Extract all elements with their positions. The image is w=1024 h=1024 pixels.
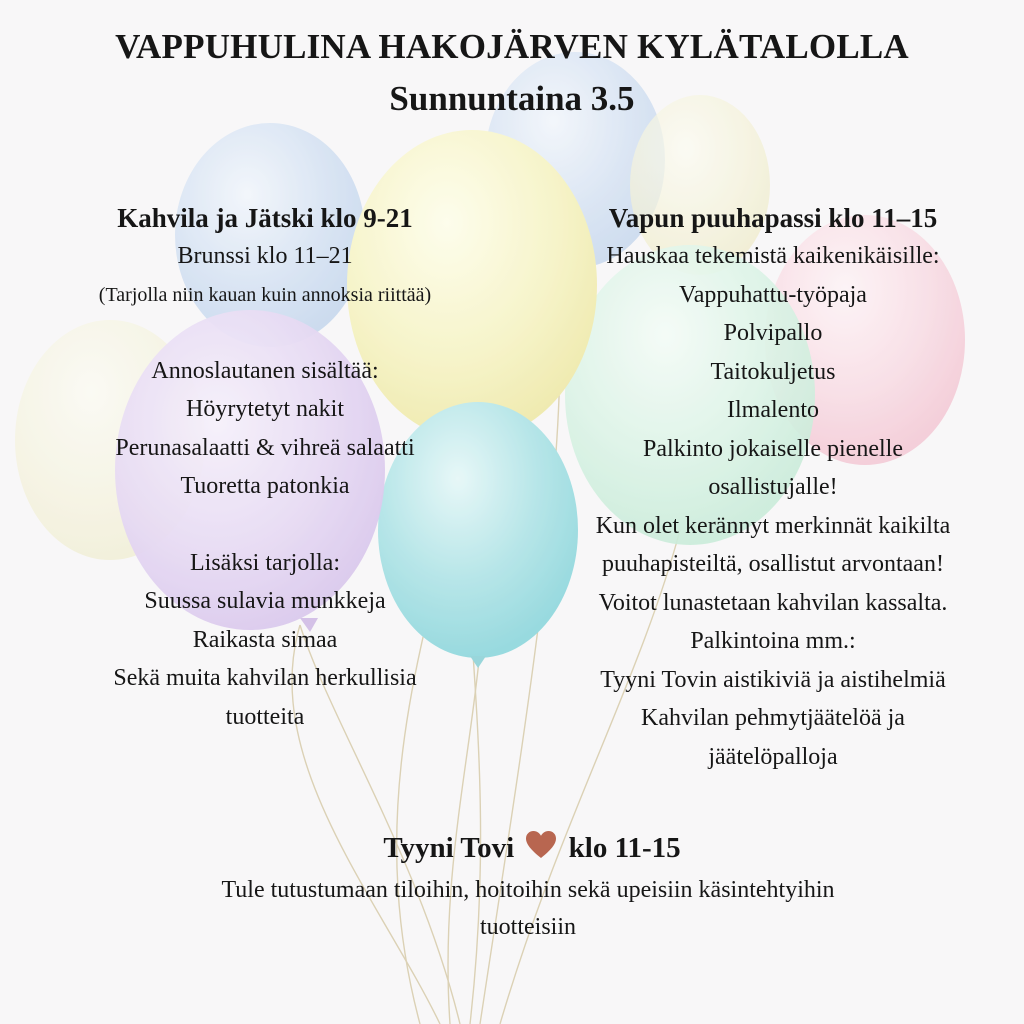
event-date: Sunnuntaina 3.5 bbox=[389, 79, 635, 118]
tovi-description bbox=[0, 872, 1024, 946]
tovi-heading-time: klo 11-15 bbox=[568, 832, 681, 864]
plate-item: Höyrytetyt nakit bbox=[186, 396, 344, 422]
page-title: VAPPUHULINA HAKOJÄRVEN KYLÄTALOLLA bbox=[115, 27, 909, 66]
plate-item: Tuoretta patonkia bbox=[180, 473, 350, 499]
brunch-line: Brunssi klo 11–21 bbox=[177, 243, 353, 269]
extra-heading: Lisäksi tarjolla: bbox=[190, 549, 340, 576]
extra-item: tuotteita bbox=[225, 703, 305, 730]
passport-heading: Vapun puuhapassi klo 11–15 bbox=[608, 203, 938, 233]
passport-line: Palkinto jokaiselle pienelle bbox=[643, 435, 903, 462]
passport-line: osallistujalle! bbox=[708, 474, 838, 500]
passport-line: Kahvilan pehmytjäätelöä ja bbox=[641, 705, 905, 731]
passport-line: puuhapisteiltä, osallistut arvontaan! bbox=[602, 551, 944, 577]
tovi-line: Tule tutustumaan tiloihin, hoitoihin sekä upeisiin käsintehtyihin bbox=[221, 877, 835, 903]
cafe-heading: Kahvila ja Jätski klo 9-21 bbox=[117, 203, 413, 233]
passport-line: Kun olet kerännyt merkinnät kaikilta bbox=[595, 512, 951, 539]
extra-item: Raikasta simaa bbox=[192, 626, 338, 653]
tovi-line: tuotteisiin bbox=[480, 914, 576, 940]
extra-item: Sekä muita kahvilan herkullisia bbox=[113, 665, 417, 691]
passport-line: Palkintoina mm.: bbox=[690, 628, 856, 654]
heart-icon bbox=[525, 830, 557, 860]
passport-line: Vappuhattu-työpaja bbox=[679, 281, 867, 308]
passport-line: Taitokuljetus bbox=[710, 358, 836, 385]
tovi-heading bbox=[0, 826, 1024, 870]
passport-line: Ilmalento bbox=[727, 397, 819, 423]
passport-line: Voitot lunastetaan kahvilan kassalta. bbox=[598, 589, 948, 616]
passport-section bbox=[520, 198, 1024, 776]
passport-line: Polvipallo bbox=[723, 320, 823, 346]
passport-line: Tyyni Tovin aistikiviä ja aistihelmiä bbox=[600, 666, 946, 693]
passport-line: jäätelöpalloja bbox=[708, 743, 838, 770]
tovi-heading-name: Tyyni Tovi bbox=[383, 832, 515, 864]
plate-item: Perunasalaatti & vihreä salaatti bbox=[115, 434, 415, 461]
extra-item: Suussa sulavia munkkeja bbox=[144, 588, 386, 614]
cafe-section bbox=[10, 198, 520, 736]
passport-line: Hauskaa tekemistä kaikenikäisille: bbox=[606, 243, 940, 269]
brunch-note: (Tarjolla niin kauan kuin annoksia riittää) bbox=[98, 283, 432, 306]
plate-heading: Annoslautanen sisältää: bbox=[151, 357, 379, 384]
